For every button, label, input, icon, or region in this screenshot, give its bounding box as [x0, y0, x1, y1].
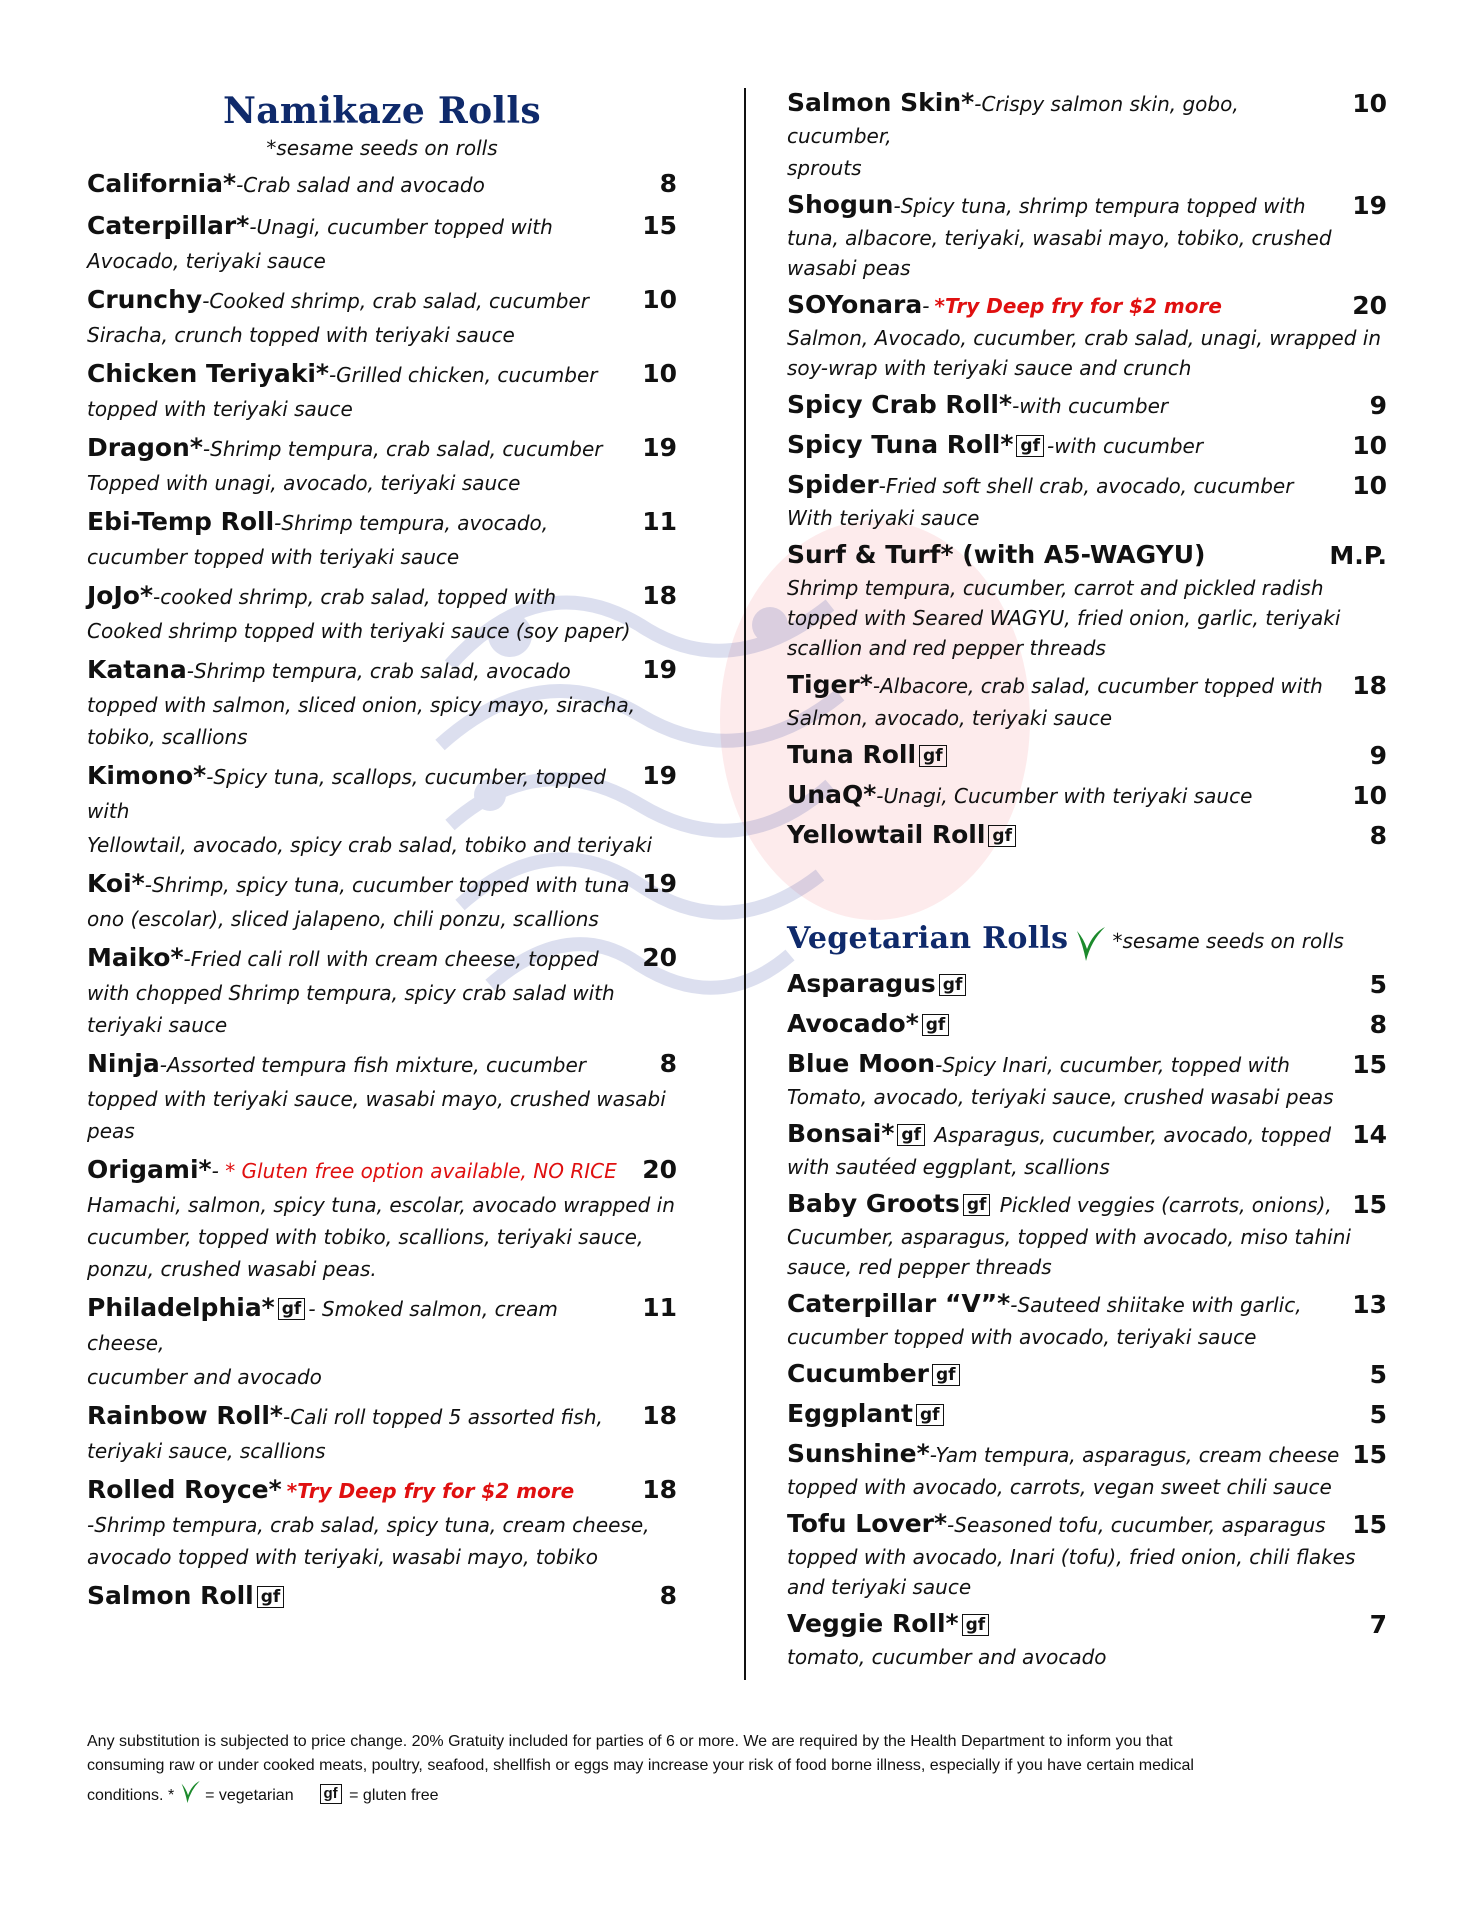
item-price: 10 — [1352, 431, 1387, 460]
item-price: 8 — [659, 1581, 677, 1610]
menu-item — [87, 1400, 677, 1467]
item-name: Rainbow Roll* — [87, 1401, 283, 1430]
item-description-line: with sautéed eggplant, scallions — [787, 1154, 1110, 1179]
menu-item — [87, 284, 677, 351]
gluten-free-icon: gf — [932, 1364, 960, 1386]
item-name: Yellowtail Roll — [787, 820, 986, 849]
item-name: Eggplant — [787, 1398, 913, 1428]
item-description: -Unagi, cucumber topped with — [249, 215, 553, 239]
menu-item-heading — [787, 969, 1387, 1002]
menu-item-heading — [87, 1400, 677, 1435]
item-name: Surf & Turf* (with A5-WAGYU) — [787, 540, 1206, 569]
item-price: M.P. — [1329, 541, 1387, 570]
menu-item-heading — [787, 670, 1387, 703]
footer-conditions: conditions. * — [87, 1787, 175, 1804]
item-description-line: tuna, albacore, teriyaki, wasabi mayo, tobiko, crushed — [787, 226, 1332, 250]
menu-item-heading — [787, 1359, 1387, 1392]
item-price: 18 — [1352, 671, 1387, 700]
item-name: Spider — [787, 470, 879, 499]
item-description-line: cucumber and avocado — [87, 1365, 322, 1389]
item-description: -Fried soft shell crab, avocado, cucumber — [878, 474, 1294, 498]
item-name: Ninja — [87, 1049, 160, 1078]
menu-item — [787, 1189, 1387, 1282]
item-description-line: with chopped Shrimp tempura, spicy crab salad with — [87, 981, 615, 1005]
menu-item — [87, 942, 677, 1041]
menu-item — [787, 780, 1387, 813]
menu-item — [87, 432, 677, 499]
menu-item — [87, 1474, 677, 1573]
item-description-line: Yellowtail, avocado, spicy crab salad, tobiko and teriyaki — [87, 833, 653, 857]
item-description-line: teriyaki sauce, scallions — [87, 1439, 326, 1463]
menu-item-heading — [787, 1439, 1387, 1472]
item-price: 20 — [642, 1155, 677, 1184]
menu-item — [87, 580, 677, 647]
deep-fry-note: *Try Deep fry for $2 more — [286, 1479, 575, 1503]
item-name: Veggie Roll* — [787, 1608, 959, 1638]
item-description-line: topped with avocado, Inari (tofu), fried onion, chili flakes — [787, 1544, 1356, 1569]
vegetarian-rolls-title: Vegetarian Rolls — [787, 921, 1069, 956]
item-description-line: topped with teriyaki sauce, wasabi mayo, crushed wasabi — [87, 1087, 666, 1111]
item-description-line: tomato, cucumber and avocado — [787, 1644, 1107, 1669]
item-description: -Spicy tuna, scallops, cucumber, topped with — [87, 765, 606, 823]
item-name: Maiko* — [87, 943, 184, 972]
menu-item — [787, 190, 1387, 283]
menu-item — [87, 358, 677, 425]
gluten-free-icon: gf — [963, 1194, 991, 1216]
menu-item-heading — [87, 654, 677, 689]
menu-item-heading — [87, 868, 677, 903]
item-description-line: cucumber, topped with tobiko, scallions, teriyaki sauce, — [87, 1225, 644, 1249]
item-price: 18 — [642, 1401, 677, 1430]
namikaze-rolls-title: Namikaze Rolls — [223, 90, 541, 132]
item-description-line: teriyaki sauce — [87, 1013, 228, 1037]
item-description-line: sauce, red pepper threads — [787, 1254, 1052, 1279]
column-divider — [744, 88, 746, 1680]
item-price: 20 — [1352, 291, 1387, 320]
item-price: 15 — [1352, 1509, 1387, 1539]
item-price: 19 — [642, 655, 677, 684]
item-description-line: cucumber topped with avocado, teriyaki sauce — [787, 1324, 1257, 1349]
item-price: 19 — [642, 433, 677, 462]
menu-item-heading — [787, 540, 1387, 573]
item-description-line: -Shrimp tempura, crab salad, spicy tuna, cream cheese, — [87, 1513, 650, 1537]
vegetarian-legend-label: = vegetarian — [205, 1787, 294, 1804]
menu-item — [787, 670, 1387, 733]
item-description-line: With teriyaki sauce — [787, 506, 980, 530]
item-description: -Shrimp tempura, avocado, — [274, 511, 549, 535]
item-description-line: Salmon, avocado, teriyaki sauce — [787, 706, 1113, 730]
gluten-free-icon: gf — [1016, 435, 1044, 457]
item-name: Blue Moon — [787, 1048, 936, 1078]
footer-line-3 — [87, 1778, 1387, 1808]
item-description-line: and teriyaki sauce — [787, 1574, 972, 1599]
item-name: Katana — [87, 655, 187, 684]
menu-item — [787, 820, 1387, 853]
menu-item — [787, 470, 1387, 533]
item-description-line: tobiko, scallions — [87, 725, 248, 749]
item-description-line: topped with teriyaki sauce — [87, 397, 353, 421]
footer-disclaimer — [87, 1730, 1387, 1808]
item-description: Pickled veggies (carrots, onions), — [993, 1192, 1332, 1217]
item-description-line: Cooked shrimp topped with teriyaki sauce (soy paper) — [87, 619, 631, 643]
gluten-free-icon: gf — [897, 1124, 925, 1146]
menu-item — [87, 1292, 677, 1393]
menu-item — [87, 1580, 677, 1615]
menu-item-heading — [87, 1048, 677, 1083]
menu-item — [787, 1359, 1387, 1392]
menu-item-heading — [787, 1399, 1387, 1432]
item-description: -Unagi, Cucumber with teriyaki sauce — [876, 784, 1253, 808]
menu-item-heading — [87, 168, 677, 203]
item-description: - — [211, 1159, 226, 1183]
menu-item-heading — [787, 1509, 1387, 1542]
item-price: 13 — [1352, 1289, 1387, 1319]
menu-item — [787, 1009, 1387, 1042]
item-price: 8 — [659, 169, 677, 198]
menu-item-heading — [87, 210, 677, 245]
menu-item — [787, 1119, 1387, 1182]
item-description-line: peas — [87, 1119, 135, 1143]
item-description: Smoked salmon, cream cheese, — [87, 1297, 558, 1355]
item-description-line: ono (escolar), sliced jalapeno, chili ponzu, scallions — [87, 907, 599, 931]
item-description-line: Hamachi, salmon, spicy tuna, escolar, avocado wrapped in — [87, 1193, 675, 1217]
item-name: Avocado* — [787, 1008, 919, 1038]
item-name: Caterpillar “V”* — [787, 1288, 1011, 1318]
item-price: 8 — [1369, 821, 1387, 850]
left-column — [87, 80, 677, 1622]
gluten-free-icon: gf — [919, 745, 947, 767]
right-column — [787, 88, 1387, 1679]
menu-item — [787, 290, 1387, 383]
menu-item-heading — [87, 942, 677, 977]
menu-item-heading — [787, 1049, 1387, 1082]
gluten-free-icon: gf — [278, 1298, 306, 1320]
menu-item-heading — [87, 1292, 677, 1361]
item-description-line: topped with salmon, sliced onion, spicy mayo, siracha, — [87, 693, 636, 717]
gluten-free-legend-label: = gluten free — [349, 1787, 439, 1804]
item-price: 14 — [1352, 1119, 1387, 1149]
item-description-line: ponzu, crushed wasabi peas. — [87, 1257, 377, 1281]
menu-item-heading — [87, 760, 677, 829]
menu-item-heading — [87, 506, 677, 541]
item-name: Rolled Royce* — [87, 1475, 282, 1504]
item-description-line: topped with avocado, carrots, vegan sweet chili sauce — [787, 1474, 1332, 1499]
menu-item-heading — [787, 1289, 1387, 1322]
item-name: Bonsai* — [787, 1118, 895, 1148]
item-description: Asparagus, cucumber, avocado, topped — [928, 1122, 1332, 1147]
item-price: 15 — [1352, 1049, 1387, 1079]
item-description-line: scallion and red pepper threads — [787, 636, 1106, 660]
item-description-line: avocado topped with teriyaki, wasabi mayo, tobiko — [87, 1545, 598, 1569]
menu-item-heading — [87, 1580, 677, 1615]
menu-item-heading — [787, 290, 1387, 323]
menu-item — [787, 1049, 1387, 1112]
vegetarian-leaf-icon — [179, 1778, 201, 1806]
item-description: -cooked shrimp, crab salad, topped with — [153, 585, 557, 609]
gluten-free-icon: gf — [939, 974, 967, 996]
item-description: -Spicy Inari, cucumber, topped with — [935, 1052, 1290, 1077]
vegetarian-leaf-icon — [1073, 923, 1107, 965]
menu-item — [787, 740, 1387, 773]
item-name: Philadelphia* — [87, 1293, 275, 1322]
item-price: 18 — [642, 1475, 677, 1504]
item-description: - — [922, 294, 930, 318]
item-price: 11 — [642, 507, 677, 536]
item-name: Salmon Roll — [87, 1581, 254, 1610]
item-name: UnaQ* — [787, 780, 877, 809]
item-name: Chicken Teriyaki* — [87, 359, 329, 388]
item-description-line: Avocado, teriyaki sauce — [87, 249, 326, 273]
menu-item — [87, 654, 677, 753]
item-price: 19 — [642, 869, 677, 898]
menu-item-heading — [787, 390, 1387, 423]
menu-item — [787, 390, 1387, 423]
item-price: 20 — [642, 943, 677, 972]
item-price: 5 — [1369, 1359, 1387, 1389]
menu-item — [787, 969, 1387, 1002]
item-price: 9 — [1369, 391, 1387, 420]
menu-item-heading — [87, 1154, 677, 1189]
gluten-free-icon: gf — [257, 1586, 285, 1608]
item-name: Kimono* — [87, 761, 207, 790]
rolls-list-continued — [787, 88, 1387, 853]
item-price: 10 — [642, 359, 677, 388]
gluten-free-icon: gf — [988, 825, 1016, 847]
item-name: Crunchy — [87, 285, 203, 314]
menu-item — [87, 868, 677, 935]
item-description-line: Siracha, crunch topped with teriyaki sauce — [87, 323, 515, 347]
sesame-note: *sesame seeds on rolls — [266, 136, 498, 160]
item-price: 10 — [1352, 471, 1387, 500]
menu-item-heading — [787, 1609, 1387, 1642]
item-price: 9 — [1369, 741, 1387, 770]
item-name: Cucumber — [787, 1358, 929, 1388]
item-description-line: cucumber topped with teriyaki sauce — [87, 545, 460, 569]
item-description: -Shrimp tempura, crab salad, avocado — [186, 659, 571, 683]
menu-item-heading — [87, 1474, 677, 1509]
menu-item — [87, 760, 677, 861]
menu-item — [87, 1048, 677, 1147]
menu-item-heading — [87, 284, 677, 319]
item-price: 15 — [642, 211, 677, 240]
item-description: -Sauteed shiitake with garlic, — [1010, 1292, 1302, 1317]
item-price: 8 — [659, 1049, 677, 1078]
item-description-line: Shrimp tempura, cucumber, carrot and pickled radish — [787, 576, 1324, 600]
item-name: Dragon* — [87, 433, 203, 462]
item-description-line: topped with Seared WAGYU, fried onion, garlic, teriyaki — [787, 606, 1341, 630]
item-name: Spicy Crab Roll* — [787, 390, 1013, 419]
item-price: 10 — [1352, 781, 1387, 810]
item-price: 5 — [1369, 969, 1387, 999]
vegetarian-sesame-note: *sesame seeds on rolls — [1112, 929, 1344, 953]
item-description: -with cucumber — [1012, 394, 1169, 418]
item-description-line: Topped with unagi, avocado, teriyaki sauce — [87, 471, 521, 495]
item-description: -Crispy salmon skin, gobo, cucumber, — [787, 92, 1239, 148]
item-price: 11 — [642, 1293, 677, 1322]
item-description: - — [308, 1297, 316, 1321]
menu-item-heading — [787, 1119, 1387, 1152]
namikaze-rolls-list — [87, 168, 677, 1615]
footer-line-2: consuming raw or under cooked meats, poultry, seafood, shellfish or eggs may increase your risk of food borne illness, especially if you have certain medical — [87, 1757, 1194, 1774]
gluten-free-option-note: * Gluten free option available, NO RICE — [225, 1159, 617, 1183]
item-description: -Shrimp, spicy tuna, cucumber topped with tuna — [144, 873, 630, 897]
item-price: 19 — [642, 761, 677, 790]
item-name: Tiger* — [787, 670, 873, 699]
deep-fry-note: *Try Deep fry for $2 more — [934, 294, 1222, 318]
menu-item — [787, 1289, 1387, 1352]
menu-item-heading — [787, 740, 1387, 773]
item-price: 7 — [1369, 1609, 1387, 1639]
item-description-line: sprouts — [787, 156, 862, 180]
item-description-line: Tomato, avocado, teriyaki sauce, crushed wasabi peas — [787, 1084, 1334, 1109]
menu-item-heading — [87, 432, 677, 467]
item-name: Asparagus — [787, 968, 936, 998]
item-name: Sunshine* — [787, 1438, 930, 1468]
menu-item-heading — [787, 1189, 1387, 1222]
menu-item-heading — [787, 1009, 1387, 1042]
item-price: 18 — [642, 581, 677, 610]
item-price: 15 — [1352, 1189, 1387, 1219]
menu-item-heading — [787, 190, 1387, 223]
gluten-free-icon: gf — [962, 1614, 990, 1636]
item-name: Tuna Roll — [787, 740, 917, 769]
item-name: California* — [87, 169, 237, 198]
item-price: 10 — [1352, 89, 1387, 118]
item-description: -Grilled chicken, cucumber — [328, 363, 598, 387]
vegetarian-rolls-list — [787, 969, 1387, 1672]
menu-item — [87, 210, 677, 277]
item-description: -Seasoned tofu, cucumber, asparagus — [947, 1512, 1326, 1537]
item-price: 10 — [642, 285, 677, 314]
item-description: -Yam tempura, asparagus, cream cheese — [929, 1442, 1340, 1467]
item-description-line: Salmon, Avocado, cucumber, crab salad, unagi, wrapped in — [787, 326, 1382, 350]
menu-item-heading — [787, 780, 1387, 813]
menu-item-heading — [787, 470, 1387, 503]
item-description: -Shrimp tempura, crab salad, cucumber — [202, 437, 603, 461]
menu-item — [787, 540, 1387, 663]
item-description: -Albacore, crab salad, cucumber topped with — [872, 674, 1323, 698]
menu-item — [787, 1439, 1387, 1502]
item-description-line: soy-wrap with teriyaki sauce and crunch — [787, 356, 1192, 380]
item-price: 8 — [1369, 1009, 1387, 1039]
menu-item — [787, 1399, 1387, 1432]
menu-item — [787, 88, 1387, 183]
item-name: JoJo* — [87, 581, 154, 610]
menu-item — [787, 1509, 1387, 1602]
menu-item-heading — [787, 88, 1387, 153]
item-description: -with cucumber — [1046, 434, 1204, 458]
item-price: 5 — [1369, 1399, 1387, 1429]
item-description: -Spicy tuna, shrimp tempura topped with — [893, 194, 1306, 218]
item-description-line: Cucumber, asparagus, topped with avocado, miso tahini — [787, 1224, 1351, 1249]
item-description: -Crab salad and avocado — [236, 173, 485, 197]
menu-item — [87, 506, 677, 573]
menu-item — [787, 430, 1387, 463]
item-name: Origami* — [87, 1155, 212, 1184]
menu-item — [87, 168, 677, 203]
item-name: Shogun — [787, 190, 894, 219]
item-name: Spicy Tuna Roll* — [787, 430, 1014, 459]
gluten-free-icon: gf — [320, 1784, 342, 1804]
item-name: Koi* — [87, 869, 145, 898]
menu-item-heading — [87, 358, 677, 393]
menu-item-heading — [87, 580, 677, 615]
item-price: 19 — [1352, 191, 1387, 220]
item-description: -Cali roll topped 5 assorted fish, — [283, 1405, 603, 1429]
menu-item — [87, 1154, 677, 1285]
item-price: 15 — [1352, 1439, 1387, 1469]
item-name: Salmon Skin* — [787, 88, 975, 117]
item-name: Baby Groots — [787, 1188, 960, 1218]
item-description: -Assorted tempura fish mixture, cucumber — [159, 1053, 587, 1077]
vegetarian-header — [787, 921, 1387, 965]
footer-line-1: Any substitution is subjected to price change. 20% Gratuity included for parties of 6 or more. We are required by the Health Department to inform you that — [87, 1733, 1173, 1750]
menu-item-heading — [787, 820, 1387, 853]
item-description: -Cooked shrimp, crab salad, cucumber — [202, 289, 590, 313]
item-name: SOYonara — [787, 290, 923, 319]
item-description-line: wasabi peas — [787, 256, 911, 280]
menu-item-heading — [787, 430, 1387, 463]
gluten-free-icon: gf — [922, 1014, 950, 1036]
item-name: Tofu Lover* — [787, 1508, 948, 1538]
item-name: Ebi-Temp Roll — [87, 507, 275, 536]
item-name: Caterpillar* — [87, 211, 250, 240]
gluten-free-icon: gf — [916, 1404, 944, 1426]
item-description: -Fried cali roll with cream cheese, topped — [183, 947, 599, 971]
menu-item — [787, 1609, 1387, 1672]
